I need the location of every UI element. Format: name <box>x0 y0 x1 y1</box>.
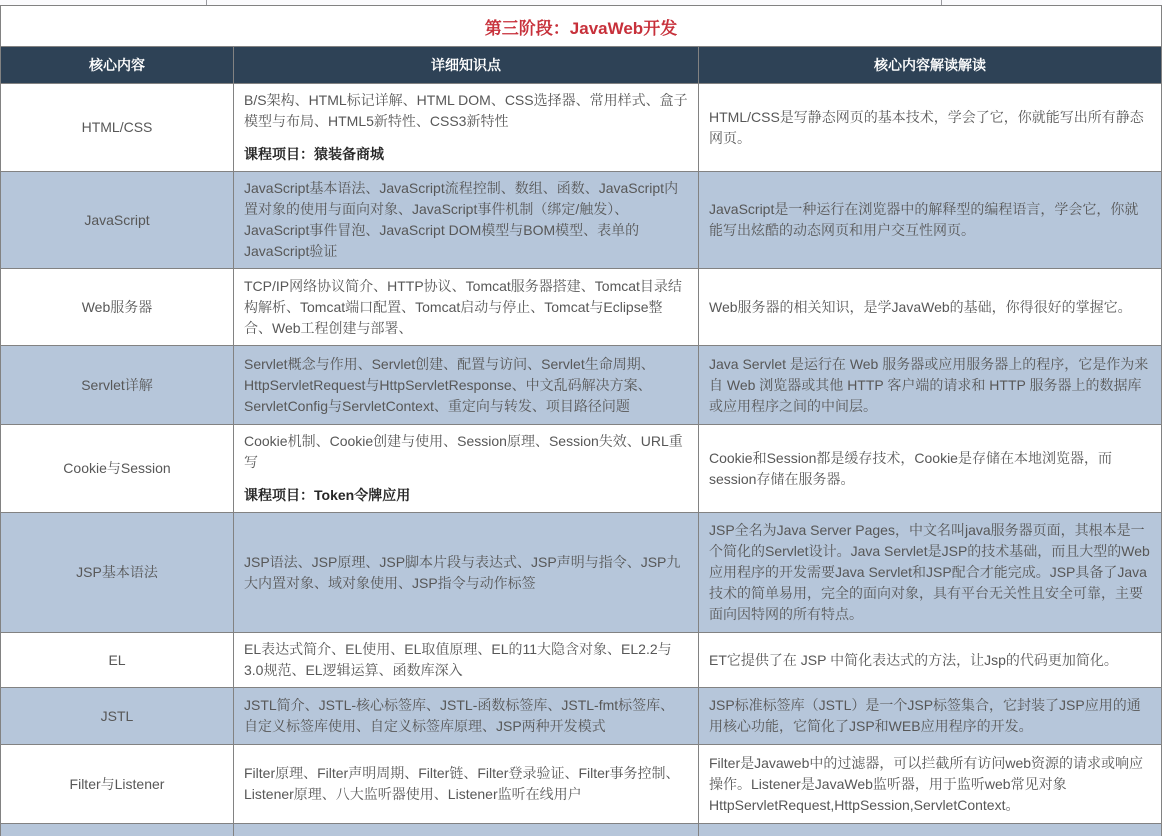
core-content-cell: JSTL <box>1 688 234 745</box>
core-content-cell: Servlet详解 <box>1 346 234 425</box>
table-row <box>1 425 1162 513</box>
table-row <box>1 346 1162 425</box>
core-content-cell: EL <box>1 633 234 688</box>
header-core-content: 核心内容 <box>1 47 234 84</box>
next-row-sliver <box>1 824 1162 836</box>
detail-points-text: JSP语法、JSP原理、JSP脚本片段与表达式、JSP声明与指令、JSP九大内置对象、域对象使用、JSP指令与动作标签 <box>244 552 688 594</box>
table-row <box>1 172 1162 269</box>
core-content-cell: Cookie与Session <box>1 425 234 513</box>
detail-points-text: Servlet概念与作用、Servlet创建、配置与访问、Servlet生命周期、HttpServletRequest与HttpServletResponse、中文乱码解决方案、ServletConfig与ServletContext、重定向与转发、项目路径问题 <box>244 354 688 417</box>
interpretation-cell: HTML/CSS是写静态网页的基本技术，学会了它，你就能写出所有静态网页。 <box>699 84 1162 172</box>
detail-points-text: EL表达式简介、EL使用、EL取值原理、EL的11大隐含对象、EL2.2与3.0规范、EL逻辑运算、函数库深入 <box>244 639 688 681</box>
detail-points-text: JSTL简介、JSTL-核心标签库、JSTL-函数标签库、JSTL-fmt标签库、自定义标签库使用、自定义标签库原理、JSP两种开发模式 <box>244 695 688 737</box>
detail-points-text: TCP/IP网络协议简介、HTTP协议、Tomcat服务器搭建、Tomcat目录结构解析、Tomcat端口配置、Tomcat启动与停止、Tomcat与Eclipse整合、Web工程创建与部署、 <box>244 276 688 339</box>
detail-points-cell <box>234 172 699 269</box>
interpretation-cell: JSP全名为Java Server Pages，中文名叫java服务器页面，其根本是一个简化的Servlet设计。Java Servlet是JSP的技术基础，而且大型的Web应用程序的开发需要Java Servlet和JSP配合才能完成。JSP具备了Java技术的简单易用，完全的面向对象，具有平台无关性且安全可靠，主要面向因特网的所有特点。 <box>699 513 1162 633</box>
detail-points-cell <box>234 269 699 346</box>
core-content-cell: JavaScript <box>1 172 234 269</box>
detail-points-cell <box>234 513 699 633</box>
detail-points-cell <box>234 633 699 688</box>
detail-points-cell <box>234 688 699 745</box>
detail-points-cell <box>234 84 699 172</box>
course-project-label: 课程项目：猿装备商城 <box>244 144 688 165</box>
stage-title: 第三阶段：JavaWeb开发 <box>1 6 1162 47</box>
table-row <box>1 269 1162 346</box>
table-title-row <box>1 6 1162 47</box>
core-content-cell: Web服务器 <box>1 269 234 346</box>
interpretation-cell: Web服务器的相关知识，是学JavaWeb的基础，你得很好的掌握它。 <box>699 269 1162 346</box>
core-content-cell: JSP基本语法 <box>1 513 234 633</box>
table-header-row <box>1 47 1162 84</box>
header-detail-points: 详细知识点 <box>234 47 699 84</box>
remnant-column-border <box>941 0 942 5</box>
interpretation-cell: Java Servlet 是运行在 Web 服务器或应用服务器上的程序，它是作为来自 Web 浏览器或其他 HTTP 客户端的请求和 HTTP 服务器上的数据库或应用程序之间的中间层。 <box>699 346 1162 425</box>
curriculum-table <box>0 5 1162 836</box>
interpretation-cell: JSP标准标签库（JSTL）是一个JSP标签集合，它封装了JSP应用的通用核心功能，它简化了JSP和WEB应用程序的开发。 <box>699 688 1162 745</box>
detail-points-text: B/S架构、HTML标记详解、HTML DOM、CSS选择器、常用样式、盒子模型与布局、HTML5新特性、CSS3新特性 <box>244 90 688 132</box>
detail-points-text: Filter原理、Filter声明周期、Filter链、Filter登录验证、Filter事务控制、Listener原理、八大监听器使用、Listener监听在线用户 <box>244 763 688 805</box>
interpretation-cell: Cookie和Session都是缓存技术，Cookie是存储在本地浏览器，而session存储在服务器。 <box>699 425 1162 513</box>
detail-points-cell <box>234 346 699 425</box>
previous-table-remnant <box>0 0 1162 5</box>
table-row <box>1 688 1162 745</box>
remnant-column-border <box>206 0 207 5</box>
interpretation-cell: Filter是Javaweb中的过滤器，可以拦截所有访问web资源的请求或响应操作。Listener是JavaWeb监听器，用于监听web常见对象HttpServletRequest,HttpSession,ServletContext。 <box>699 745 1162 824</box>
course-project-label: 课程项目：Token令牌应用 <box>244 485 688 506</box>
header-interpretation: 核心内容解读解读 <box>699 47 1162 84</box>
table-row <box>1 84 1162 172</box>
core-content-cell: HTML/CSS <box>1 84 234 172</box>
core-content-cell: Filter与Listener <box>1 745 234 824</box>
detail-points-cell <box>234 745 699 824</box>
detail-points-text: Cookie机制、Cookie创建与使用、Session原理、Session失效、URL重写 <box>244 431 688 473</box>
interpretation-cell: ET它提供了在 JSP 中简化表达式的方法，让Jsp的代码更加简化。 <box>699 633 1162 688</box>
table-row <box>1 745 1162 824</box>
detail-points-text: JavaScript基本语法、JavaScript流程控制、数组、函数、JavaScript内置对象的使用与面向对象、JavaScript事件机制（绑定/触发）、JavaScript事件冒泡、JavaScript DOM模型与BOM模型、表单的JavaScript验证 <box>244 178 688 262</box>
interpretation-cell: JavaScript是一种运行在浏览器中的解释型的编程语言，学会它，你就能写出炫酷的动态网页和用户交互性网页。 <box>699 172 1162 269</box>
detail-points-cell <box>234 425 699 513</box>
table-row <box>1 513 1162 633</box>
table-row <box>1 633 1162 688</box>
